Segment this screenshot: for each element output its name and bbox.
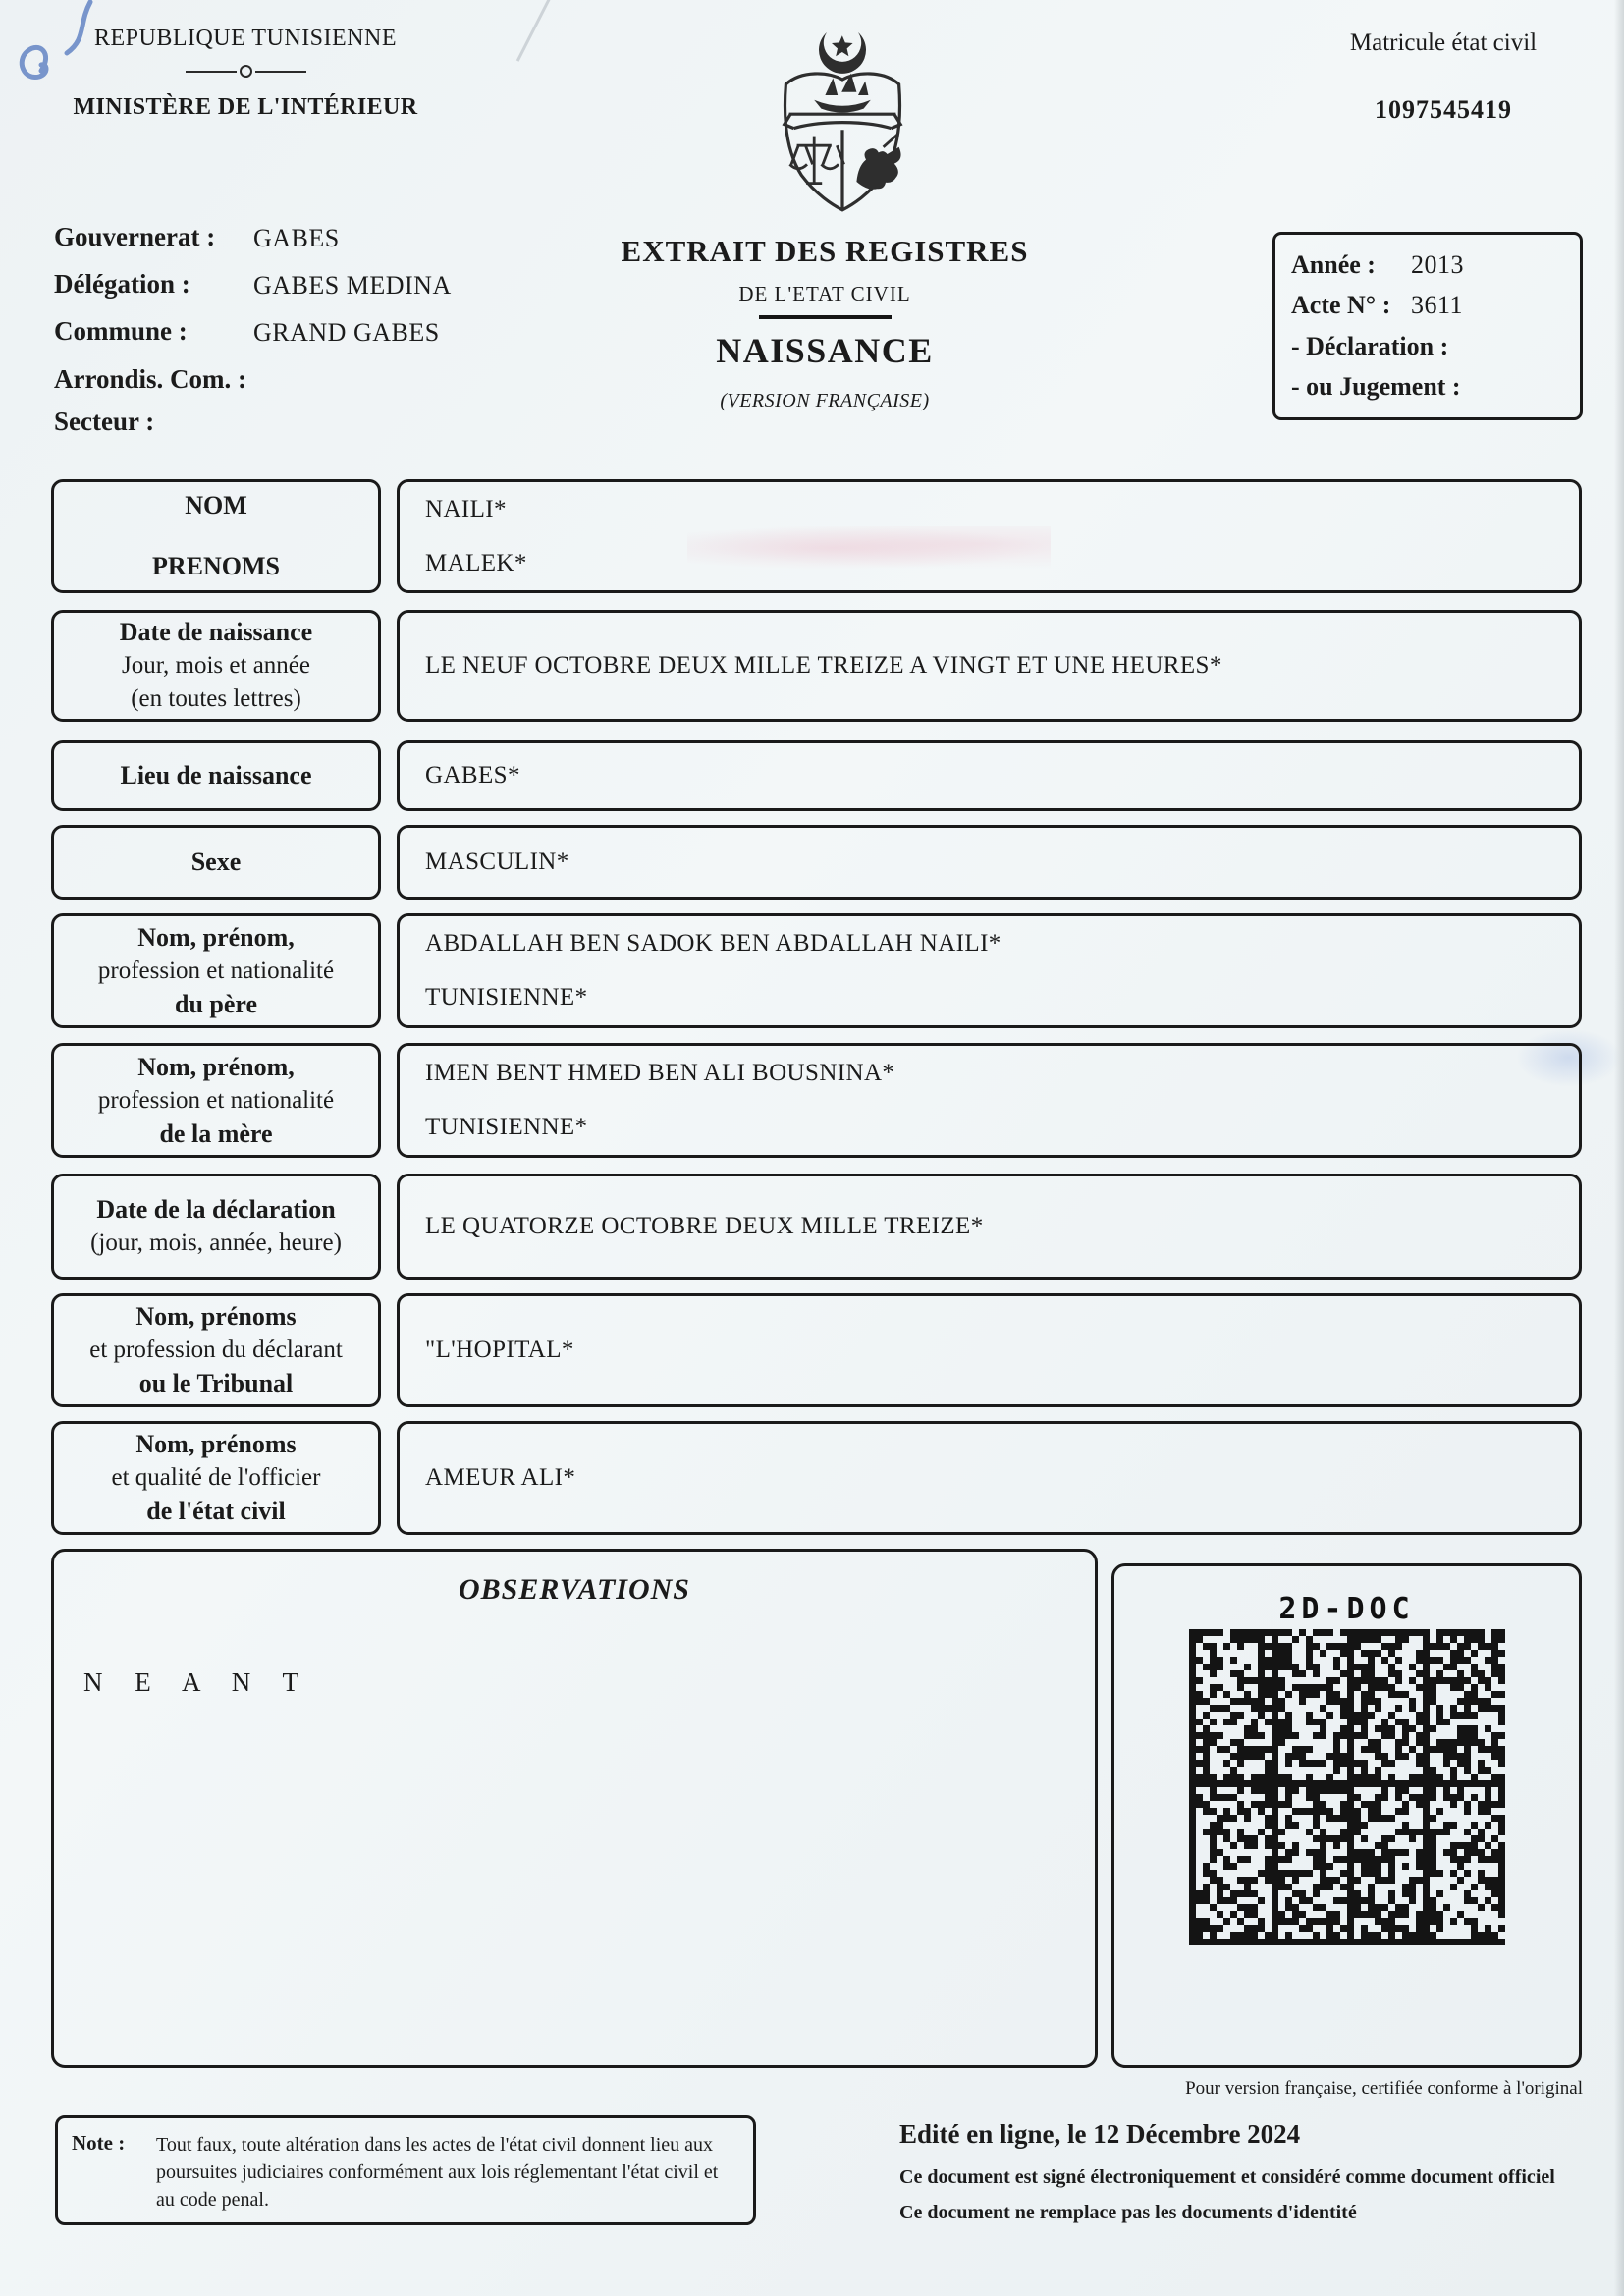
arrondissement-label: Arrondis. Com. :	[54, 364, 247, 394]
acte-number-value: 3611	[1411, 291, 1464, 320]
date-naissance-sublabel-2: (en toutes lettres)	[131, 685, 301, 712]
value-box-declarant	[397, 1293, 1582, 1407]
annee-line	[1291, 250, 1564, 280]
scales-of-justice	[789, 137, 843, 184]
declarant-label-1: Nom, prénoms	[135, 1302, 297, 1331]
mere-name-value: IMEN BENT HMED BEN ALI BOUSNINA*	[425, 1060, 895, 1086]
pere-label-1: Nom, prénom,	[137, 922, 295, 952]
scan-edge-shadow	[1614, 0, 1624, 2296]
date-naissance-label: Date de naissance	[119, 618, 313, 646]
date-naissance-value: LE NEUF OCTOBRE DEUX MILLE TREIZE A VINGT ET UNE HEURES*	[425, 652, 1222, 679]
commune-label: Commune :	[54, 316, 188, 346]
declarant-label-3: ou le Tribunal	[138, 1369, 294, 1397]
delegation-label: Délégation :	[54, 269, 190, 299]
lieu-label: Lieu de naissance	[120, 761, 312, 790]
ministry-title: MINISTÈRE DE L'INTÉRIEUR	[73, 94, 418, 120]
officier-label-2: et qualité de l'officier	[111, 1464, 321, 1491]
annee-label: Année :	[1291, 249, 1376, 279]
observations-box	[51, 1549, 1098, 2068]
officier-value: AMEUR ALI*	[425, 1464, 576, 1491]
jugement-line	[1291, 372, 1564, 402]
observations-title: OBSERVATIONS	[459, 1573, 690, 1606]
value-box-date-naissance	[397, 610, 1582, 722]
sexe-value: MASCULIN*	[425, 848, 569, 875]
prenoms-value: MALEK*	[425, 549, 527, 576]
footer-identity-text: Ce document ne remplace pas les documents d'identité	[899, 2202, 1357, 2223]
ornamental-divider	[71, 65, 420, 78]
label-box-pere	[51, 913, 381, 1028]
gouvernerat-value: GABES	[253, 224, 340, 252]
date-declaration-sublabel: (jour, mois, année, heure)	[90, 1230, 342, 1256]
delegation-value: GABES MEDINA	[253, 271, 452, 300]
value-box-mere	[397, 1043, 1582, 1158]
secteur-label: Secteur :	[54, 407, 155, 436]
datamatrix-barcode	[1189, 1629, 1505, 1945]
value-box-lieu	[397, 740, 1582, 811]
value-box-pere	[397, 913, 1582, 1028]
pere-label-3: du père	[174, 989, 258, 1018]
lieu-value: GABES*	[425, 762, 520, 789]
annee-value: 2013	[1411, 249, 1464, 279]
commune-value: GRAND GABES	[253, 318, 440, 347]
pere-name-value: ABDALLAH BEN SADOK BEN ABDALLAH NAILI*	[425, 930, 1001, 957]
document-title-block	[558, 234, 1092, 412]
value-box-sexe	[397, 825, 1582, 900]
declarant-label-2: et profession du déclarant	[89, 1337, 343, 1363]
matricule-block	[1294, 29, 1593, 125]
acte-info-box	[1272, 232, 1583, 420]
acte-number-line	[1291, 291, 1564, 320]
label-box-officier	[51, 1421, 381, 1535]
legal-note-box	[55, 2115, 756, 2225]
label-box-mere	[51, 1043, 381, 1158]
label-box-sexe	[51, 825, 381, 900]
date-naissance-sublabel-1: Jour, mois et année	[121, 652, 310, 679]
footer-certified-text: Pour version française, certifiée conforme à l'original	[1185, 2078, 1583, 2099]
jugement-label: - ou Jugement :	[1291, 372, 1461, 402]
title-extrait: EXTRAIT DES REGISTRES	[621, 234, 1029, 268]
officier-label-3: de l'état civil	[146, 1497, 286, 1525]
date-declaration-label: Date de la déclaration	[96, 1195, 336, 1224]
mere-label-2: profession et nationalité	[97, 1086, 335, 1114]
title-naissance: NAISSANCE	[716, 331, 934, 370]
value-box-date-declaration	[397, 1174, 1582, 1280]
label-box-date-naissance	[51, 610, 381, 722]
prenoms-label: PRENOMS	[152, 552, 280, 580]
value-box-nom	[397, 479, 1582, 593]
footer-edited-date: Edité en ligne, le 12 Décembre 2024	[899, 2119, 1301, 2149]
officier-label-1: Nom, prénoms	[135, 1430, 297, 1458]
header-left	[71, 26, 420, 121]
title-underline	[759, 315, 892, 319]
republic-title: REPUBLIQUE TUNISIENNE	[93, 26, 398, 51]
mere-label-1: Nom, prénom,	[137, 1052, 295, 1081]
nom-value: NAILI*	[425, 495, 507, 522]
barcode-box	[1111, 1563, 1582, 2068]
paper-crease-mark	[516, 0, 551, 62]
barcode-label: 2D-DOC	[1278, 1592, 1415, 1626]
date-declaration-value: LE QUATORZE OCTOBRE DEUX MILLE TREIZE*	[425, 1213, 984, 1239]
declaration-line	[1291, 332, 1564, 361]
lion-with-sword	[856, 147, 900, 190]
pere-label-2: profession et nationalité	[97, 957, 335, 984]
value-box-officier	[397, 1421, 1582, 1535]
matricule-value: 1097545419	[1375, 95, 1512, 124]
footer-signed-text: Ce document est signé électroniquement et considéré comme document officiel	[899, 2166, 1555, 2188]
acte-number-label: Acte N° :	[1291, 291, 1391, 320]
label-box-date-declaration	[51, 1174, 381, 1280]
observations-content: N E A N T	[83, 1667, 312, 1697]
title-version: (VERSION FRANÇAISE)	[720, 390, 930, 411]
matricule-label: Matricule état civil	[1349, 29, 1538, 56]
label-box-declarant	[51, 1293, 381, 1407]
note-text: Tout faux, toute altération dans les actes de l'état civil donnent lieu aux poursuites judiciaires conformément aux lois réglementant l'état civil et au code penal.	[156, 2134, 719, 2211]
sexe-label: Sexe	[190, 847, 242, 876]
gouvernerat-label: Gouvernerat :	[54, 222, 216, 251]
mere-nationality-value: TUNISIENNE*	[425, 1114, 588, 1140]
label-box-lieu	[51, 740, 381, 811]
nom-label: NOM	[185, 491, 247, 519]
label-box-nom	[51, 479, 381, 593]
pere-nationality-value: TUNISIENNE*	[425, 984, 588, 1011]
note-label: Note :	[72, 2131, 126, 2155]
declaration-label: - Déclaration :	[1291, 331, 1449, 360]
tunisia-coat-of-arms-icon	[764, 12, 921, 218]
mere-label-3: de la mère	[159, 1119, 273, 1148]
title-etat-civil: DE L'ETAT CIVIL	[738, 282, 911, 305]
declarant-value: "L'HOPITAL*	[425, 1337, 574, 1363]
